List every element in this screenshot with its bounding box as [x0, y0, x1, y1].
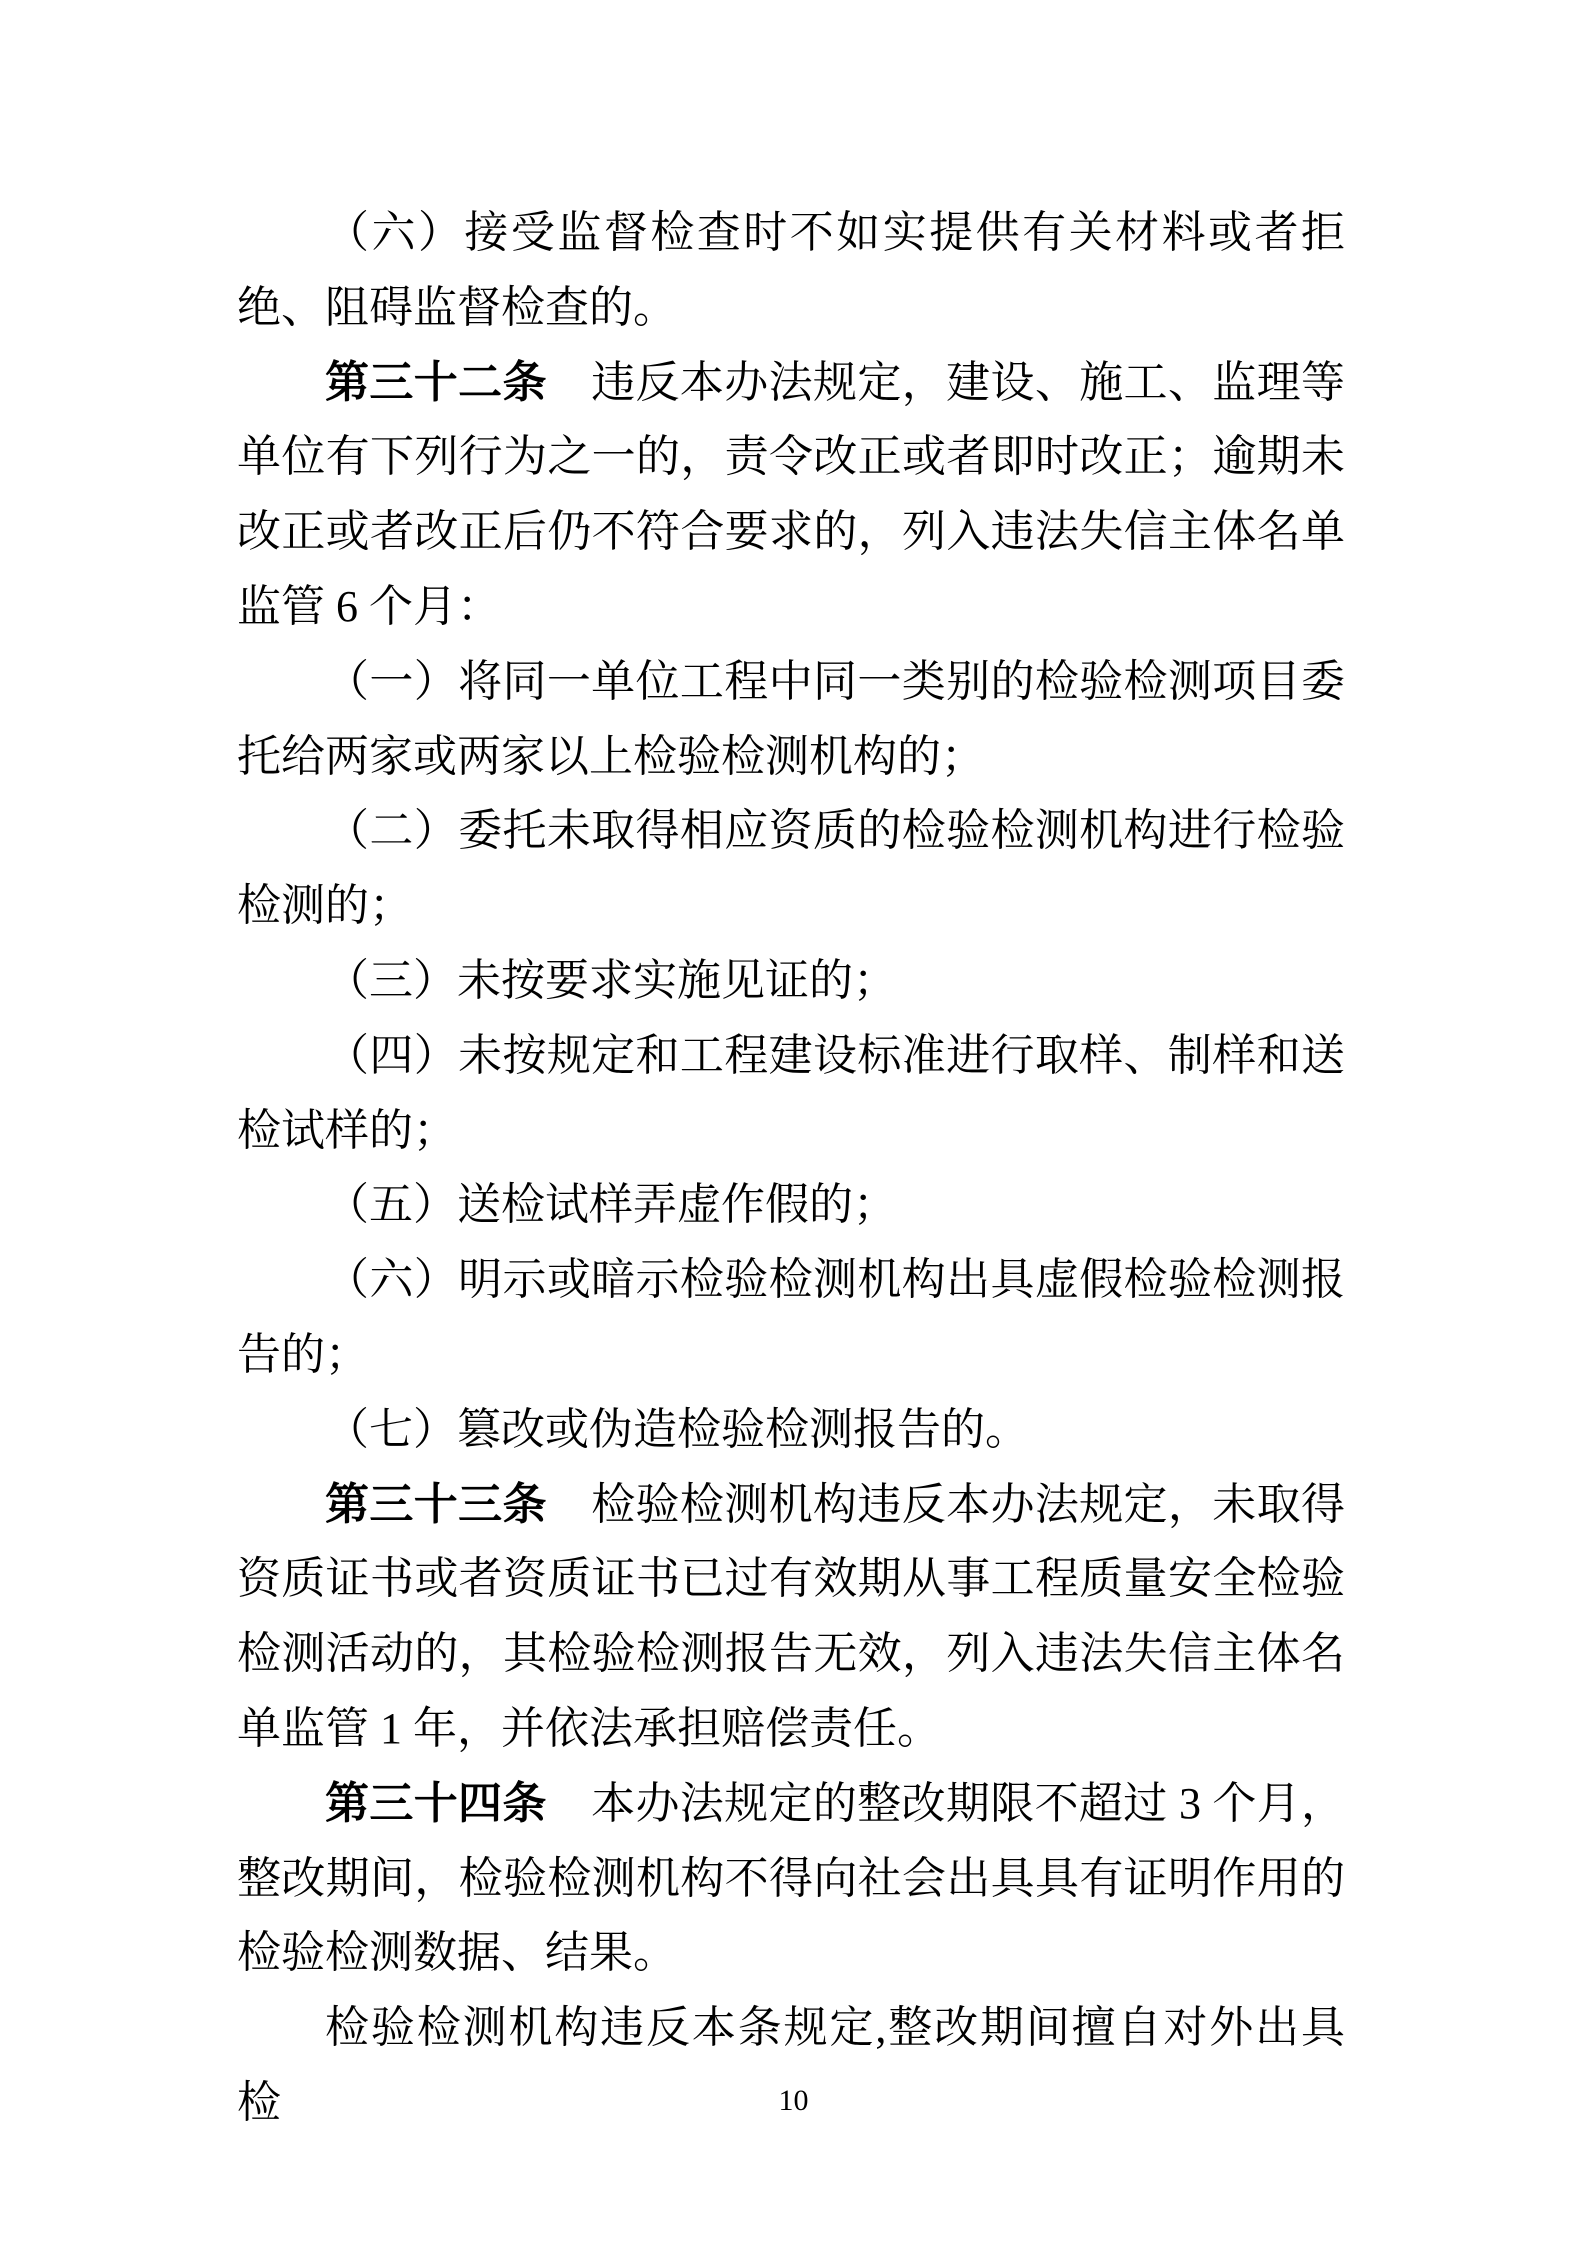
paragraph [237, 346, 1345, 645]
paragraph [237, 645, 1345, 795]
paragraph [237, 1168, 1345, 1243]
paragraph-text: （一）将同一单位工程中同一类别的检验检测项目委托给两家或两家以上检验检测机构的； [237, 656, 1345, 781]
paragraph [237, 794, 1345, 944]
paragraph-text: （六）接受监督检查时不如实提供有关材料或者拒绝、阻碍监督检查的。 [237, 208, 1345, 332]
article-number: 第三十二条 [325, 357, 547, 407]
paragraph [237, 1243, 1345, 1393]
paragraph-text: 本办法规定的整改期限不超过 3 个月，整改期间，检验检测机构不得向社会出具具有证明作用的检验检测数据、结果。 [237, 1778, 1346, 1978]
paragraph [237, 1767, 1345, 1991]
paragraph-text: （三）未按要求实施见证的； [325, 955, 897, 1005]
article-number: 第三十四条 [325, 1778, 547, 1828]
page-number: 10 [778, 2084, 809, 2117]
paragraph [237, 1019, 1345, 1169]
paragraph-text: （六）明示或暗示检验检测机构出具虚假检验检测报告的； [237, 1255, 1345, 1379]
paragraph [237, 1393, 1345, 1468]
document-body [237, 196, 1345, 2141]
article-number: 第三十三条 [325, 1479, 547, 1529]
paragraph [237, 1468, 1345, 1767]
paragraph-text: （二）委托未取得相应资质的检验检测机构进行检验检测的； [237, 806, 1345, 931]
paragraph [237, 196, 1345, 346]
paragraph-text: （七）篡改或伪造检验检测报告的。 [325, 1404, 1029, 1454]
paragraph-text: 检验检测机构违反本条规定,整改期间擅自对外出具检 [237, 2003, 1345, 2127]
paragraph-text: 违反本办法规定，建设、施工、监理等单位有下列行为之一的，责令改正或者即时改正；逾期未改正或者改正后仍不符合要求的，列入违法失信主体名单监管 6 个月： [237, 357, 1346, 631]
paragraph-text: （四）未按规定和工程建设标准进行取样、制样和送检试样的； [237, 1030, 1345, 1155]
paragraph [237, 944, 1345, 1019]
paragraph-text: （五）送检试样弄虚作假的； [325, 1180, 897, 1230]
paragraph-text: 检验检测机构违反本办法规定，未取得资质证书或者资质证书已过有效期从事工程质量安全检验检测活动的，其检验检测报告无效，列入违法失信主体名单监管 1 年，并依法承担赔偿责任。 [237, 1479, 1346, 1753]
